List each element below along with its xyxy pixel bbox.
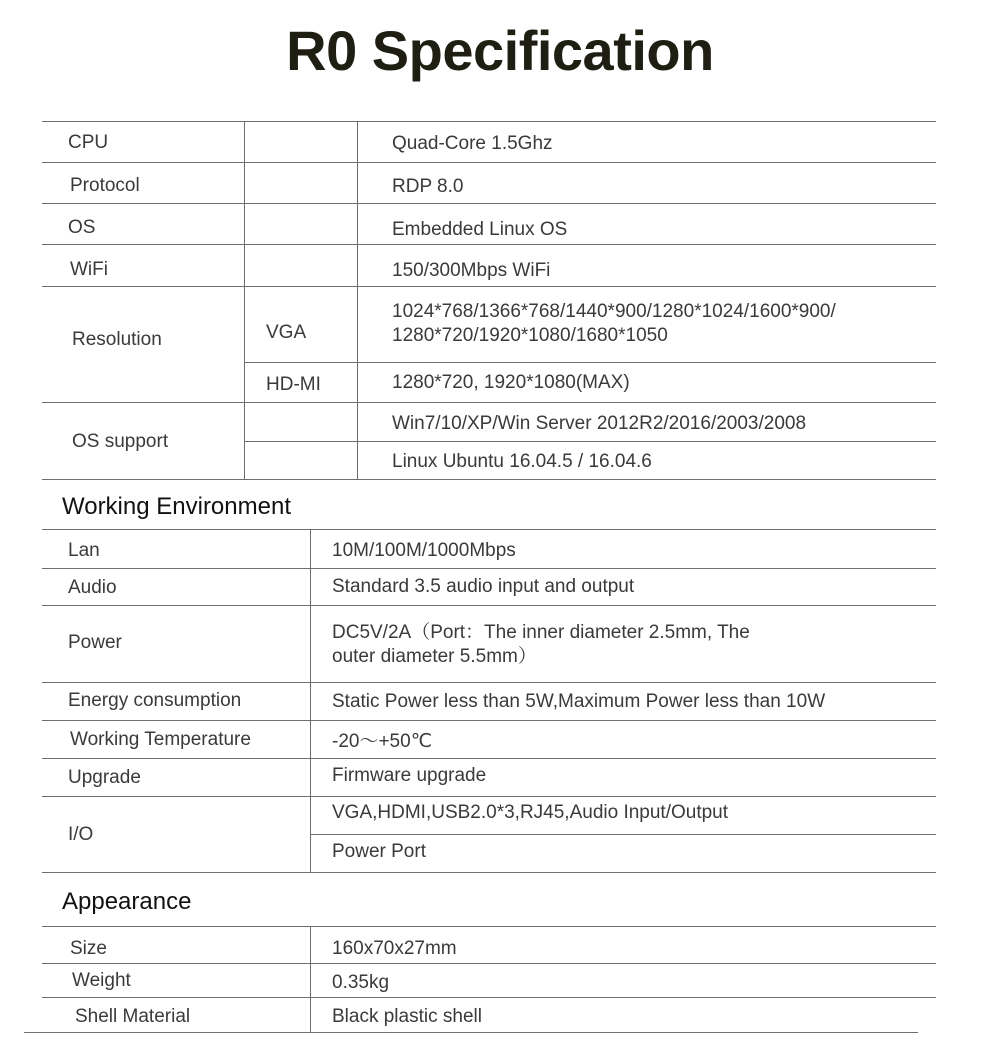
row-divider bbox=[42, 203, 936, 204]
column-divider bbox=[310, 529, 311, 872]
table-border bbox=[42, 121, 936, 122]
os-support-label: OS support bbox=[72, 431, 169, 452]
lan-label: Lan bbox=[68, 540, 100, 561]
os-label: OS bbox=[68, 217, 96, 238]
table-border bbox=[42, 872, 936, 873]
audio-value: Standard 3.5 audio input and output bbox=[332, 576, 635, 597]
os-value: Embedded Linux OS bbox=[392, 219, 568, 240]
table-border bbox=[42, 479, 936, 480]
io-value-power: Power Port bbox=[332, 841, 426, 862]
shell-material-value: Black plastic shell bbox=[332, 1006, 482, 1027]
power-label: Power bbox=[68, 632, 122, 653]
column-divider bbox=[310, 926, 311, 1032]
row-divider bbox=[42, 605, 936, 606]
row-divider bbox=[42, 286, 936, 287]
page-title: R0 Specification bbox=[286, 19, 714, 82]
table-border bbox=[42, 926, 936, 927]
row-divider bbox=[42, 682, 936, 683]
table-border bbox=[42, 529, 936, 530]
temperature-value: -20～+50℃ bbox=[332, 731, 433, 752]
row-divider bbox=[42, 963, 936, 964]
upgrade-value: Firmware upgrade bbox=[332, 765, 487, 786]
cpu-label: CPU bbox=[68, 132, 109, 153]
shell-material-label: Shell Material bbox=[75, 1006, 191, 1027]
io-label: I/O bbox=[68, 824, 94, 845]
wifi-value: 150/300Mbps WiFi bbox=[392, 260, 551, 281]
io-value-ports: VGA,HDMI,USB2.0*3,RJ45,Audio Input/Output bbox=[332, 802, 729, 823]
row-divider bbox=[42, 402, 936, 403]
weight-label: Weight bbox=[72, 970, 131, 991]
size-label: Size bbox=[70, 938, 107, 959]
table-border bbox=[24, 1032, 918, 1033]
column-divider bbox=[357, 121, 358, 479]
size-value: 160x70x27mm bbox=[332, 938, 457, 959]
lan-value: 10M/100M/1000Mbps bbox=[332, 540, 516, 561]
row-divider bbox=[42, 758, 936, 759]
os-support-linux: Linux Ubuntu 16.04.5 / 16.04.6 bbox=[392, 451, 652, 472]
weight-value: 0.35kg bbox=[332, 972, 390, 993]
wifi-label: WiFi bbox=[70, 259, 108, 280]
row-divider bbox=[244, 441, 936, 442]
row-divider bbox=[42, 568, 936, 569]
energy-label: Energy consumption bbox=[68, 690, 242, 711]
resolution-label: Resolution bbox=[72, 329, 162, 350]
hdmi-resolution-value: 1280*720, 1920*1080(MAX) bbox=[392, 372, 630, 393]
protocol-value: RDP 8.0 bbox=[392, 176, 464, 197]
hdmi-label: HD-MI bbox=[266, 374, 321, 395]
working-environment-heading: Working Environment bbox=[62, 493, 291, 520]
cpu-value: Quad-Core 1.5Ghz bbox=[392, 133, 553, 154]
row-divider bbox=[42, 796, 936, 797]
column-divider bbox=[244, 121, 245, 479]
row-divider bbox=[42, 997, 936, 998]
row-divider bbox=[42, 720, 936, 721]
row-divider bbox=[310, 834, 936, 835]
row-divider bbox=[42, 244, 936, 245]
vga-resolution-value: 1024*768/1366*768/1440*900/1280*1024/1600*900/ 1280*720/1920*1080/1680*1050 bbox=[392, 301, 836, 346]
power-value: DC5V/2A（Port：The inner diameter 2.5mm, The outer diameter 5.5mm） bbox=[332, 622, 750, 667]
protocol-label: Protocol bbox=[70, 175, 140, 196]
vga-label: VGA bbox=[266, 322, 307, 343]
os-support-windows: Win7/10/XP/Win Server 2012R2/2016/2003/2008 bbox=[392, 413, 807, 434]
row-divider bbox=[244, 362, 936, 363]
energy-value: Static Power less than 5W,Maximum Power less than 10W bbox=[332, 691, 826, 712]
audio-label: Audio bbox=[68, 577, 117, 598]
row-divider bbox=[42, 162, 936, 163]
appearance-heading: Appearance bbox=[62, 888, 192, 915]
upgrade-label: Upgrade bbox=[68, 767, 141, 788]
temperature-label: Working Temperature bbox=[70, 729, 251, 750]
